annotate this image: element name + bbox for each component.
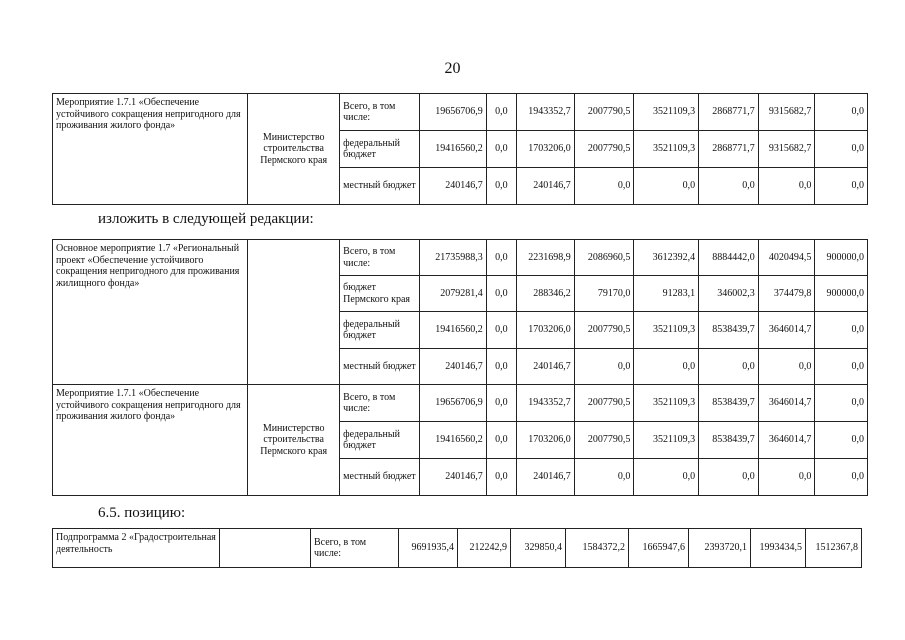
- amount-cell: 8538439,7: [699, 422, 759, 459]
- funding-source: местный бюджет: [340, 168, 420, 205]
- amount-cell: 0,0: [758, 459, 815, 496]
- amount-cell: 0,0: [486, 240, 516, 276]
- amount-cell: 1703206,0: [517, 131, 575, 168]
- amount-cell: 9315682,7: [758, 131, 815, 168]
- amount-cell: 19656706,9: [420, 94, 487, 131]
- amount-cell: 240146,7: [420, 459, 487, 496]
- amount-cell: 1703206,0: [517, 422, 575, 459]
- amount-cell: 0,0: [815, 422, 868, 459]
- amount-cell: 2868771,7: [699, 131, 759, 168]
- amount-cell: 0,0: [486, 459, 516, 496]
- table-3: [52, 528, 862, 568]
- amount-cell: 2086960,5: [574, 240, 634, 276]
- amount-cell: 79170,0: [574, 276, 634, 312]
- amount-cell: 2231698,9: [517, 240, 575, 276]
- amount-cell: 374479,8: [758, 276, 815, 312]
- amount-cell: 0,0: [815, 349, 868, 385]
- amount-cell: 0,0: [486, 168, 516, 205]
- table-row: [53, 529, 862, 568]
- amount-cell: 1584372,2: [566, 529, 629, 568]
- amount-cell: 3646014,7: [758, 422, 815, 459]
- funding-source: местный бюджет: [340, 459, 420, 496]
- funding-source: местный бюджет: [340, 349, 420, 385]
- funding-source: Всего, в том числе:: [311, 529, 399, 568]
- amount-cell: 0,0: [486, 276, 516, 312]
- amount-cell: 3521109,3: [634, 312, 699, 349]
- amount-cell: 0,0: [486, 422, 516, 459]
- amount-cell: 4020494,5: [758, 240, 815, 276]
- funding-source: бюджет Пермского края: [340, 276, 420, 312]
- amount-cell: 0,0: [486, 385, 516, 422]
- amount-cell: 0,0: [486, 349, 516, 385]
- amount-cell: 240146,7: [420, 168, 487, 205]
- measure-description: Основное мероприятие 1.7 «Региональный проект «Обеспечение устойчивого сокращения непригодного для проживания жилищного фонда»: [53, 240, 248, 385]
- funding-source: федеральный бюджет: [340, 131, 420, 168]
- amount-cell: 0,0: [758, 168, 815, 205]
- amount-cell: 0,0: [574, 459, 634, 496]
- amount-cell: 0,0: [699, 168, 759, 205]
- amount-cell: 2868771,7: [699, 94, 759, 131]
- amount-cell: 240146,7: [517, 168, 575, 205]
- amount-cell: 0,0: [815, 94, 868, 131]
- amount-cell: 9315682,7: [758, 94, 815, 131]
- amount-cell: 19416560,2: [420, 422, 487, 459]
- amount-cell: 8538439,7: [699, 385, 759, 422]
- amount-cell: 3521109,3: [634, 94, 699, 131]
- amount-cell: 900000,0: [815, 240, 868, 276]
- table-2: [52, 239, 868, 496]
- amount-cell: 240146,7: [517, 459, 575, 496]
- amount-cell: 0,0: [699, 459, 759, 496]
- executor-cell: Министерство строительства Пермского края: [248, 385, 340, 496]
- amount-cell: 0,0: [574, 349, 634, 385]
- position-heading: 6.5. позицию:: [98, 505, 186, 521]
- amount-cell: 3521109,3: [634, 422, 699, 459]
- amount-cell: 91283,1: [634, 276, 699, 312]
- amount-cell: 2007790,5: [574, 131, 634, 168]
- amount-cell: 1703206,0: [517, 312, 575, 349]
- table-3-body: [53, 529, 862, 568]
- amount-cell: 288346,2: [517, 276, 575, 312]
- amount-cell: 0,0: [486, 312, 516, 349]
- amount-cell: 9691935,4: [399, 529, 458, 568]
- amount-cell: 0,0: [634, 349, 699, 385]
- amount-cell: 19416560,2: [420, 312, 487, 349]
- amount-cell: 0,0: [815, 459, 868, 496]
- executor-cell: Министерство строительства Пермского края: [248, 94, 340, 205]
- amount-cell: 3521109,3: [634, 131, 699, 168]
- page-number: 20: [444, 60, 461, 77]
- amount-cell: 0,0: [815, 131, 868, 168]
- table-1: [52, 93, 868, 205]
- amount-cell: 1943352,7: [517, 94, 575, 131]
- amount-cell: 0,0: [815, 385, 868, 422]
- amount-cell: 3521109,3: [634, 385, 699, 422]
- measure-description: Мероприятие 1.7.1 «Обеспечение устойчивого сокращения непригодного для проживания жилого фонда»: [53, 385, 248, 496]
- funding-source: Всего, в том числе:: [340, 385, 420, 422]
- amount-cell: 0,0: [574, 168, 634, 205]
- funding-source: Всего, в том числе:: [340, 240, 420, 276]
- amount-cell: 1993434,5: [751, 529, 806, 568]
- table-2-body: [53, 240, 868, 496]
- amount-cell: 8538439,7: [699, 312, 759, 349]
- amount-cell: 2393720,1: [689, 529, 751, 568]
- measure-description: Подпрограмма 2 «Градостроительная деятельность: [53, 529, 220, 568]
- table-row: [53, 240, 868, 276]
- amount-cell: 900000,0: [815, 276, 868, 312]
- funding-source: федеральный бюджет: [340, 312, 420, 349]
- amount-cell: 240146,7: [420, 349, 487, 385]
- funding-source: федеральный бюджет: [340, 422, 420, 459]
- amount-cell: 0,0: [699, 349, 759, 385]
- amount-cell: 0,0: [486, 94, 516, 131]
- amount-cell: 2079281,4: [420, 276, 487, 312]
- amount-cell: 3646014,7: [758, 312, 815, 349]
- amount-cell: 0,0: [815, 312, 868, 349]
- executor-cell: [248, 240, 340, 385]
- table-row: [53, 94, 868, 131]
- amount-cell: 0,0: [634, 459, 699, 496]
- amount-cell: 3612392,4: [634, 240, 699, 276]
- amount-cell: 2007790,5: [574, 94, 634, 131]
- instruction-heading: изложить в следующей редакции:: [98, 211, 314, 227]
- amount-cell: 212242,9: [458, 529, 511, 568]
- amount-cell: 1943352,7: [517, 385, 575, 422]
- amount-cell: 0,0: [634, 168, 699, 205]
- amount-cell: 0,0: [486, 131, 516, 168]
- amount-cell: 0,0: [815, 168, 868, 205]
- amount-cell: 1665947,6: [629, 529, 689, 568]
- amount-cell: 19416560,2: [420, 131, 487, 168]
- amount-cell: 346002,3: [699, 276, 759, 312]
- amount-cell: 2007790,5: [574, 385, 634, 422]
- amount-cell: 329850,4: [511, 529, 566, 568]
- amount-cell: 8884442,0: [699, 240, 759, 276]
- executor-cell: [220, 529, 311, 568]
- measure-description: Мероприятие 1.7.1 «Обеспечение устойчивого сокращения непригодного для проживания жилого фонда»: [53, 94, 248, 205]
- amount-cell: 2007790,5: [574, 312, 634, 349]
- amount-cell: 3646014,7: [758, 385, 815, 422]
- amount-cell: 0,0: [758, 349, 815, 385]
- amount-cell: 2007790,5: [574, 422, 634, 459]
- amount-cell: 240146,7: [517, 349, 575, 385]
- amount-cell: 21735988,3: [420, 240, 487, 276]
- table-row: [53, 385, 868, 422]
- funding-source: Всего, в том числе:: [340, 94, 420, 131]
- table-1-body: [53, 94, 868, 205]
- amount-cell: 19656706,9: [420, 385, 487, 422]
- amount-cell: 1512367,8: [806, 529, 862, 568]
